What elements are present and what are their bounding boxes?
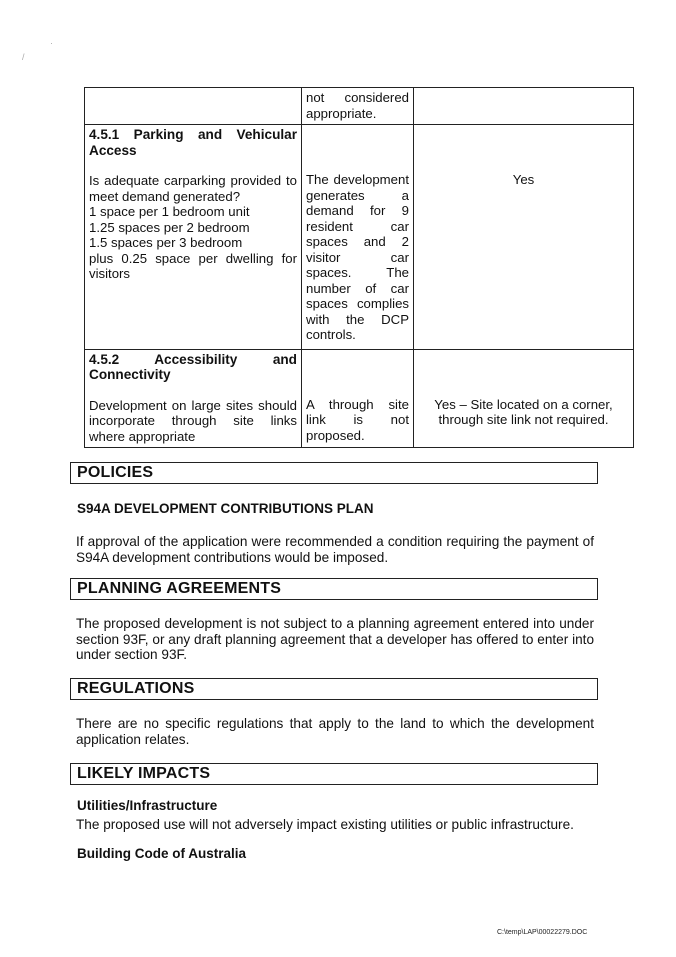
table-cell: not considered appropriate. xyxy=(302,88,414,125)
planning-agreements-heading-box xyxy=(70,578,598,600)
utilities-subheading: Utilities/Infrastructure xyxy=(77,798,218,813)
compliance-value: Yes xyxy=(414,125,634,350)
scan-speck: · xyxy=(50,38,53,48)
table-cell xyxy=(85,88,302,125)
bca-subheading: Building Code of Australia xyxy=(77,846,247,861)
utilities-text: The proposed use will not adversely impact existing utilities or public infrastructure. xyxy=(76,817,574,832)
table-row xyxy=(85,349,634,448)
s94a-subheading: S94A DEVELOPMENT CONTRIBUTIONS PLAN xyxy=(77,501,374,516)
table-row xyxy=(85,88,634,125)
response-text: The development generates a demand for 9 resident car spaces and 2 visitor car spaces. The number of car spaces complies with the DCP controls. xyxy=(306,172,409,342)
policies-title: POLICIES xyxy=(77,464,154,481)
planning-agreements-title: PLANNING AGREEMENTS xyxy=(77,580,282,597)
control-line: 1.25 spaces per 2 bedroom xyxy=(89,219,250,235)
section-heading: 4.5.1 Parking and Vehicular Access xyxy=(89,127,297,158)
file-path-footer: C:\temp\LAP\00022279.DOC xyxy=(497,929,588,936)
regulations-heading-box xyxy=(70,678,598,700)
table-cell xyxy=(414,88,634,125)
policies-text: If approval of the application were recommended a condition requiring the payment of S94A development contributions would be imposed. xyxy=(76,534,594,565)
response-text: A through site link is not proposed. xyxy=(306,396,409,443)
control-line: plus 0.25 space per dwelling for visitors xyxy=(89,250,297,281)
planning-agreements-text: The proposed development is not subject to a planning agreement entered into under section 93F, or any draft planning agreement that a developer has offered to enter into under section 93F. xyxy=(76,616,594,662)
compliance-table xyxy=(84,87,634,448)
regulations-title: REGULATIONS xyxy=(77,680,195,697)
control-question: Is adequate carparking provided to meet demand generated? xyxy=(89,173,297,204)
control-question: Development on large sites should incorporate through site links where appropriate xyxy=(89,397,297,444)
table-cell xyxy=(85,125,302,350)
control-line: 1 space per 1 bedroom unit xyxy=(89,204,250,219)
likely-impacts-title: LIKELY IMPACTS xyxy=(77,765,211,782)
likely-impacts-heading-box xyxy=(70,763,598,785)
table-cell xyxy=(85,349,302,448)
compliance-value: Yes – Site located on a corner, through site link not required. xyxy=(414,349,634,448)
control-line: 1.5 spaces per 3 bedroom xyxy=(89,235,243,250)
table-row xyxy=(85,125,634,350)
policies-heading-box xyxy=(70,462,598,484)
scan-speck: / xyxy=(22,52,25,62)
section-heading: 4.5.2 Accessibility and Connectivity xyxy=(89,351,297,382)
regulations-text: There are no specific regulations that apply to the land to which the development application relates. xyxy=(76,716,594,747)
